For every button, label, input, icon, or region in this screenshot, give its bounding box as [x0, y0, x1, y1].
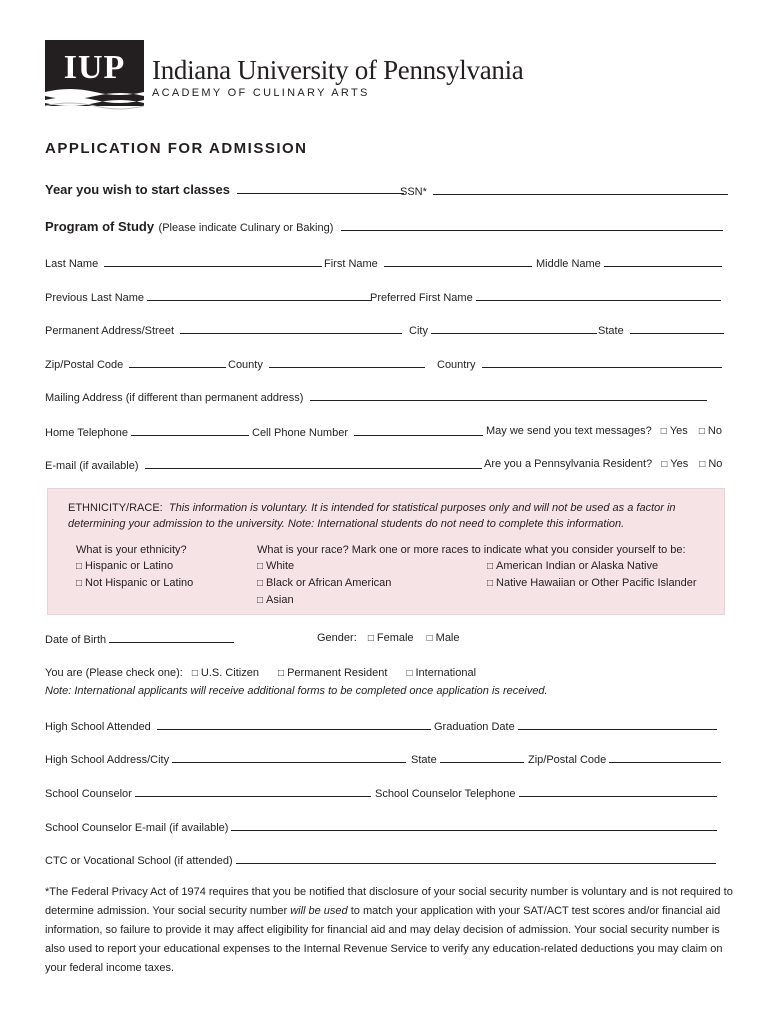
- black-checkbox[interactable]: □: [257, 578, 264, 589]
- graduation-date-label: Graduation Date: [434, 721, 515, 733]
- start-year-field[interactable]: [237, 182, 404, 194]
- footnote-part1: *The Federal Privacy Act of 1974 requires that you be notified that disclosure of your social security number is voluntary and is not required to determine admission. Your social security number: [45, 886, 733, 917]
- country-label: Country: [437, 359, 476, 371]
- not-hispanic-label: Not Hispanic or Latino: [85, 577, 194, 589]
- logo-wave-graphic: [45, 86, 144, 118]
- privacy-act-footnote: [45, 883, 735, 978]
- county-label: County: [228, 359, 263, 371]
- footnote-emphasis: will be used: [290, 905, 348, 917]
- mailing-address-label: Mailing Address (if different than permanent address): [45, 392, 304, 404]
- first-name-field[interactable]: [384, 255, 532, 267]
- cell-phone-row: [252, 424, 483, 440]
- text-messages-label: May we send you text messages?: [486, 425, 652, 437]
- dob-row: [45, 631, 234, 647]
- race-question: What is your race? Mark one or more races to indicate what you consider yourself to be:: [257, 544, 686, 556]
- previous-last-name-field[interactable]: [147, 289, 371, 301]
- race-option: [487, 559, 658, 574]
- country-field[interactable]: [482, 356, 722, 368]
- hs-zip-label: Zip/Postal Code: [528, 754, 607, 766]
- program-row: [45, 218, 723, 236]
- counselor-phone-label: School Counselor Telephone: [375, 788, 516, 800]
- county-field[interactable]: [269, 356, 425, 368]
- counselor-phone-field[interactable]: [519, 785, 717, 797]
- program-label: Program of Study: [45, 219, 155, 234]
- start-year-row: [45, 181, 404, 199]
- footnote-part2: to match your application with your SAT/ACT test scores and/or financial aid information, so failure to provide it may affect eligibility for financial aid and may delay decision of admission. Your social security number is also used to report your educational expenses to the Internal Revenue Service to verify any education-related deductions you may claim on your federal income taxes.: [45, 905, 723, 974]
- female-label: Female: [376, 632, 414, 644]
- citizenship-label: You are (Please check one):: [45, 667, 183, 679]
- native-hawaiian-label: Native Hawaiian or Other Pacific Islander: [496, 577, 697, 589]
- last-name-label: Last Name: [45, 258, 99, 270]
- ethnicity-note-line1: [68, 501, 676, 515]
- asian-checkbox[interactable]: □: [257, 595, 264, 606]
- ethnicity-question: What is your ethnicity?: [76, 544, 187, 556]
- hs-state-field[interactable]: [440, 751, 524, 763]
- us-citizen-checkbox[interactable]: □: [191, 668, 198, 679]
- cell-phone-field[interactable]: [354, 424, 483, 436]
- text-yes-label: Yes: [669, 425, 688, 437]
- race-option: [487, 576, 697, 591]
- ssn-field[interactable]: [433, 183, 728, 195]
- city-row: [409, 322, 597, 338]
- hs-address-field[interactable]: [172, 751, 406, 763]
- hs-state-row: [411, 751, 524, 767]
- gender-row: [317, 631, 460, 646]
- email-label: E-mail (if available): [45, 460, 139, 472]
- ethnicity-note-text1: This information is voluntary. It is intended for statistical purposes only and will not be used as a factor in: [168, 502, 676, 514]
- hs-zip-row: [528, 751, 721, 767]
- middle-name-label: Middle Name: [536, 258, 601, 270]
- race-option: [257, 593, 294, 608]
- graduation-date-row: [434, 718, 717, 734]
- counselor-email-label: School Counselor E-mail (if available): [45, 822, 229, 834]
- zip-row: [45, 356, 226, 372]
- city-label: City: [409, 325, 428, 337]
- home-telephone-row: [45, 424, 249, 440]
- zip-label: Zip/Postal Code: [45, 359, 124, 371]
- high-school-label: High School Attended: [45, 721, 151, 733]
- counselor-label: School Counselor: [45, 788, 132, 800]
- preferred-first-name-label: Preferred First Name: [370, 292, 473, 304]
- email-field[interactable]: [145, 457, 482, 469]
- institution-subtitle: ACADEMY OF CULINARY ARTS: [152, 87, 370, 99]
- permanent-address-row: [45, 322, 402, 338]
- ssn-row: [400, 183, 728, 199]
- high-school-row: [45, 718, 431, 734]
- form-title: APPLICATION FOR ADMISSION: [45, 140, 308, 157]
- hs-address-label: High School Address/City: [45, 754, 170, 766]
- american-indian-checkbox[interactable]: □: [487, 561, 494, 572]
- home-telephone-field[interactable]: [131, 424, 249, 436]
- ctc-row: [45, 852, 716, 868]
- black-label: Black or African American: [266, 577, 392, 589]
- iup-logo: [45, 40, 144, 118]
- zip-field[interactable]: [129, 356, 226, 368]
- start-year-label: Year you wish to start classes: [45, 182, 230, 197]
- institution-name: Indiana University of Pennsylvania: [152, 55, 524, 85]
- counselor-email-field[interactable]: [231, 819, 717, 831]
- text-messages-row: [486, 424, 722, 439]
- text-no-checkbox[interactable]: □: [698, 426, 705, 437]
- email-row: [45, 457, 482, 473]
- gender-label: Gender:: [317, 632, 357, 644]
- mailing-address-row: [45, 389, 707, 405]
- race-option: [257, 576, 391, 591]
- middle-name-row: [536, 255, 722, 271]
- state-field[interactable]: [630, 322, 724, 334]
- hispanic-label: Hispanic or Latino: [85, 560, 174, 572]
- previous-last-name-label: Previous Last Name: [45, 292, 145, 304]
- pa-yes-label: Yes: [670, 458, 689, 470]
- text-yes-checkbox[interactable]: □: [660, 426, 667, 437]
- text-no-label: No: [707, 425, 722, 437]
- home-telephone-label: Home Telephone: [45, 427, 128, 439]
- hs-zip-field[interactable]: [609, 751, 721, 763]
- cell-phone-label: Cell Phone Number: [252, 427, 348, 439]
- asian-label: Asian: [266, 594, 294, 606]
- white-checkbox[interactable]: □: [257, 561, 264, 572]
- american-indian-label: American Indian or Alaska Native: [496, 560, 659, 572]
- state-row: [598, 322, 724, 338]
- pa-resident-label: Are you a Pennsylvania Resident?: [484, 458, 653, 470]
- permanent-address-label: Permanent Address/Street: [45, 325, 175, 337]
- male-label: Male: [435, 632, 460, 644]
- ethnicity-label: ETHNICITY/RACE:: [68, 502, 163, 514]
- city-field[interactable]: [431, 322, 597, 334]
- not-hispanic-checkbox[interactable]: □: [76, 578, 83, 589]
- high-school-field[interactable]: [157, 718, 431, 730]
- male-checkbox[interactable]: □: [426, 633, 433, 644]
- white-label: White: [266, 560, 295, 572]
- first-name-label: First Name: [324, 258, 378, 270]
- pa-resident-row: [484, 457, 722, 472]
- ctc-field[interactable]: [236, 852, 716, 864]
- international-checkbox[interactable]: □: [406, 668, 413, 679]
- dob-field[interactable]: [109, 631, 234, 643]
- counselor-email-row: [45, 819, 717, 835]
- ethnicity-option: [76, 576, 193, 591]
- ethnicity-note-line2: determining your admission to the university. Note: International students do not need to complete this information.: [68, 518, 625, 530]
- first-name-row: [324, 255, 532, 271]
- ethnicity-option: [76, 559, 173, 574]
- pa-no-checkbox[interactable]: □: [699, 459, 706, 470]
- previous-last-name-row: [45, 289, 371, 305]
- ssn-label: SSN*: [400, 186, 427, 198]
- pa-no-label: No: [708, 458, 723, 470]
- last-name-row: [45, 255, 322, 271]
- hispanic-checkbox[interactable]: □: [76, 561, 83, 572]
- international-note: Note: International applicants will receive additional forms to be completed once application is received.: [45, 685, 548, 697]
- logo-mark: IUP: [63, 49, 126, 86]
- program-field[interactable]: [341, 219, 723, 231]
- country-row: [437, 356, 722, 372]
- counselor-phone-row: [375, 785, 717, 801]
- hs-state-label: State: [411, 754, 437, 766]
- international-label: International: [415, 667, 477, 679]
- middle-name-field[interactable]: [604, 255, 722, 267]
- preferred-first-name-row: [370, 289, 721, 305]
- pa-yes-checkbox[interactable]: □: [661, 459, 668, 470]
- state-label: State: [598, 325, 624, 337]
- dob-label: Date of Birth: [45, 634, 107, 646]
- mailing-address-field[interactable]: [310, 389, 707, 401]
- ctc-label: CTC or Vocational School (if attended): [45, 855, 233, 867]
- hs-address-row: [45, 751, 406, 767]
- preferred-first-name-field[interactable]: [476, 289, 721, 301]
- race-option: [257, 559, 294, 574]
- permanent-address-field[interactable]: [180, 322, 402, 334]
- citizenship-row: [45, 666, 476, 681]
- permanent-resident-checkbox[interactable]: □: [278, 668, 285, 679]
- program-hint: (Please indicate Culinary or Baking): [158, 222, 334, 234]
- female-checkbox[interactable]: □: [367, 633, 374, 644]
- last-name-field[interactable]: [104, 255, 322, 267]
- native-hawaiian-checkbox[interactable]: □: [487, 578, 494, 589]
- permanent-resident-label: Permanent Resident: [287, 667, 388, 679]
- us-citizen-label: U.S. Citizen: [200, 667, 259, 679]
- counselor-row: [45, 785, 371, 801]
- county-row: [228, 356, 425, 372]
- counselor-field[interactable]: [135, 785, 371, 797]
- ethnicity-panel: [47, 488, 725, 615]
- graduation-date-field[interactable]: [518, 718, 717, 730]
